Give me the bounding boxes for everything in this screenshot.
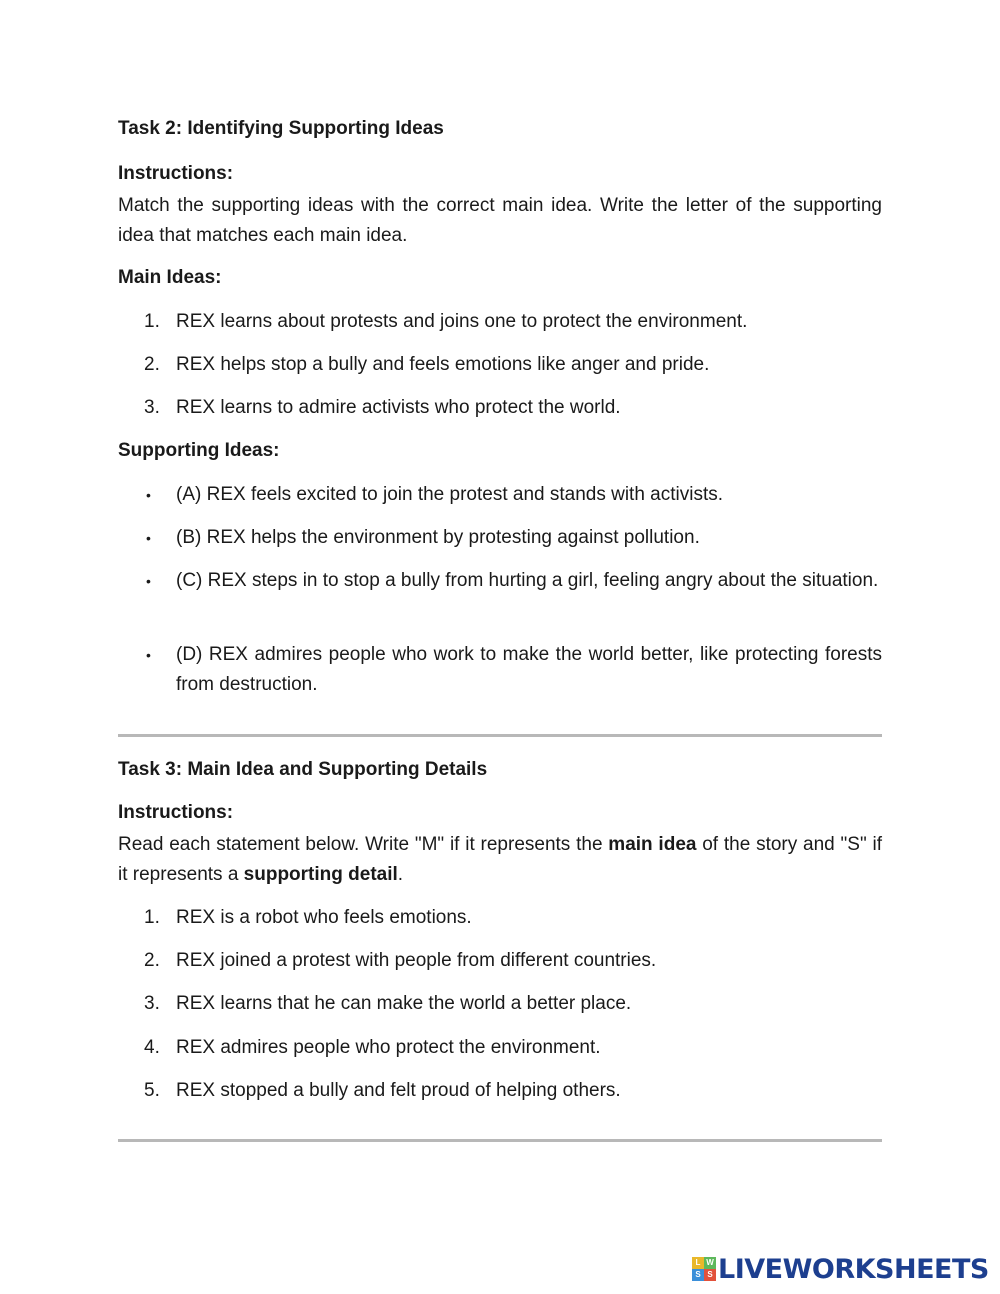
supporting-idea-text: (D) REX admires people who work to make the world better, like protecting forests from destruction. bbox=[176, 644, 882, 695]
statement-item bbox=[118, 946, 882, 976]
task3-title: Task 3: Main Idea and Supporting Details bbox=[118, 759, 488, 780]
main-idea-item bbox=[118, 350, 882, 380]
main-idea-text: REX learns to admire activists who protect the world. bbox=[176, 397, 621, 418]
supporting-idea-text: (A) REX feels excited to join the protest and stands with activists. bbox=[176, 484, 724, 505]
logo-tile: S bbox=[692, 1269, 704, 1281]
supporting-ideas-label: Supporting Ideas: bbox=[118, 440, 280, 461]
statement-text: REX learns that he can make the world a better place. bbox=[176, 993, 632, 1014]
main-idea-emphasis: main idea bbox=[608, 834, 697, 855]
liveworksheets-logo bbox=[692, 1254, 989, 1284]
main-ideas-label: Main Ideas: bbox=[118, 267, 222, 288]
task3-instructions-text bbox=[118, 830, 882, 890]
statement-number: 2. bbox=[144, 950, 160, 971]
supporting-idea-item bbox=[118, 523, 882, 553]
supporting-idea-item bbox=[118, 640, 882, 700]
statement-number: 1. bbox=[144, 907, 160, 928]
section-divider bbox=[118, 1139, 882, 1142]
supporting-idea-text: (B) REX helps the environment by protesting against pollution. bbox=[176, 527, 700, 548]
supporting-idea-item bbox=[118, 480, 882, 510]
logo-tile: W bbox=[704, 1257, 716, 1269]
bullet-icon: • bbox=[146, 530, 151, 546]
bullet-icon: • bbox=[146, 647, 151, 663]
logo-tile: S bbox=[704, 1269, 716, 1281]
statement-item bbox=[118, 1076, 882, 1106]
task2-instructions-label: Instructions: bbox=[118, 163, 234, 184]
statement-text: REX is a robot who feels emotions. bbox=[176, 907, 472, 928]
statement-text: REX admires people who protect the environment. bbox=[176, 1037, 601, 1058]
section-divider bbox=[118, 734, 882, 737]
statement-number: 4. bbox=[144, 1037, 160, 1058]
statement-item bbox=[118, 1033, 882, 1063]
logo-tile: L bbox=[692, 1257, 704, 1269]
task3-instructions-label: Instructions: bbox=[118, 802, 234, 823]
main-idea-number: 2. bbox=[144, 354, 160, 375]
bullet-icon: • bbox=[146, 487, 151, 503]
main-idea-item bbox=[118, 393, 882, 423]
statement-text: REX stopped a bully and felt proud of helping others. bbox=[176, 1080, 621, 1101]
main-idea-number: 1. bbox=[144, 311, 160, 332]
supporting-idea-text: (C) REX steps in to stop a bully from hurting a girl, feeling angry about the situation. bbox=[176, 570, 879, 591]
main-idea-number: 3. bbox=[144, 397, 160, 418]
supporting-idea-item bbox=[118, 566, 882, 596]
liveworksheets-logo-icon bbox=[692, 1257, 716, 1281]
statement-item bbox=[118, 903, 882, 933]
main-idea-text: REX helps stop a bully and feels emotions like anger and pride. bbox=[176, 354, 710, 375]
statement-number: 5. bbox=[144, 1080, 160, 1101]
main-idea-text: REX learns about protests and joins one to protect the environment. bbox=[176, 311, 748, 332]
instructions-part: of the story and "S" if it represents a bbox=[118, 834, 882, 885]
statement-text: REX joined a protest with people from different countries. bbox=[176, 950, 657, 971]
supporting-detail-emphasis: supporting detail bbox=[243, 864, 398, 885]
instructions-part: Read each statement below. Write "M" if it represents the bbox=[118, 834, 609, 855]
statement-number: 3. bbox=[144, 993, 160, 1014]
liveworksheets-wordmark: LIVEWORKSHEETS bbox=[718, 1253, 989, 1285]
task2-title: Task 2: Identifying Supporting Ideas bbox=[118, 118, 444, 139]
statement-item bbox=[118, 989, 882, 1019]
instructions-part: . bbox=[397, 864, 404, 885]
task2-instructions-text: Match the supporting ideas with the correct main idea. Write the letter of the supporting idea that matches each main idea. bbox=[118, 195, 882, 246]
main-idea-item bbox=[118, 307, 882, 337]
bullet-icon: • bbox=[146, 573, 151, 589]
